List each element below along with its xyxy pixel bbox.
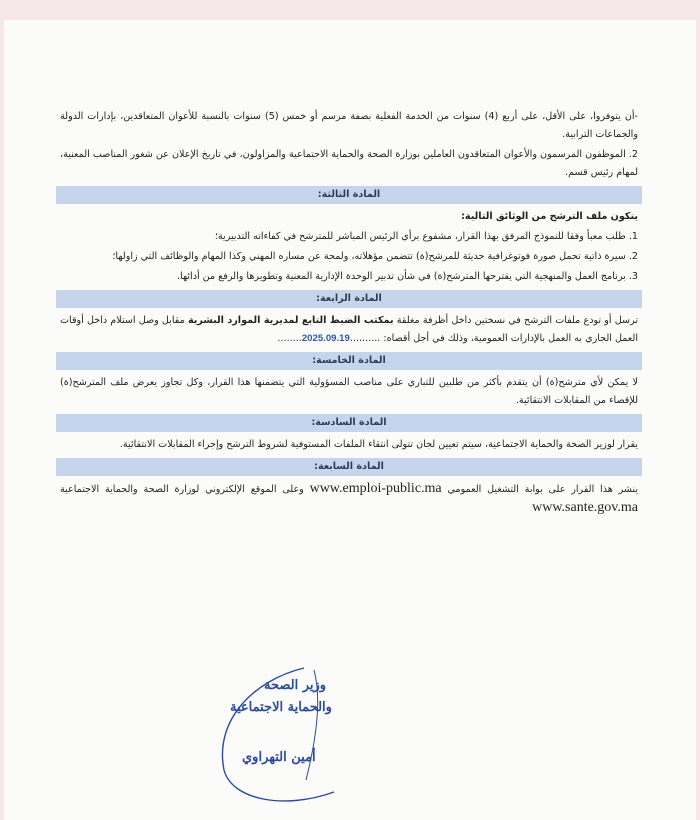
article-4-text-end: ........ — [277, 333, 302, 344]
minister-signature — [194, 660, 394, 810]
deadline-date: 2025.09.19 — [301, 333, 350, 344]
signature-title-line-2: والحماية الاجتماعية — [230, 700, 332, 715]
emploi-public-url: www.emploi-public.ma — [309, 481, 442, 496]
article-4-office: بمكتب الضبط التابع لمديرية الموارد البشرية — [187, 315, 394, 326]
document-page — [4, 20, 696, 820]
article-4-text-after: مقابل وصل استلام داخل أوقات العمل الجاري به العمل بالإدارات العمومية، وذلك في أجل أقصاه: .......... — [60, 315, 638, 344]
intro-paragraph-1: -أن يتوفروا، على الأقل، على أربع (4) سنوات من الخدمة الفعلية بصفة مرسم أو خمس (5) سنوات بالنسبة للأعوان المتعاقدين، بإدارات الدولة والجماعات الترابية. — [60, 111, 638, 140]
article-7-text-middle: وعلى الموقع الإلكتروني لوزارة الصحة والحماية الاجتماعية — [60, 484, 310, 495]
article-7-text — [60, 480, 638, 518]
article-4-heading: المادة الرابعة: — [56, 290, 642, 308]
article-4-text-before: ترسل أو تودع ملفات الترشح في نسختين داخل أظرفة مغلقة — [393, 315, 638, 326]
article-5-text: لا يمكن لأي مترشح(ة) أن يتقدم بأكثر من طلبين للتباري على مناصب المسؤولية التي يتضمنها هذا القرار، وكل تجاوز يعرض ملف المترشح(ة) للإقصاء من المقابلات الانتقائية. — [60, 377, 638, 406]
article-3-heading: المادة الثالثة: — [56, 186, 642, 204]
article-6-text: يقرار لوزير الصحة والحماية الاجتماعية، سيتم تعيين لجان تتولى انتقاء الملفات المستوفية لشروط الترشح وإجراء المقابلات الانتقائية. — [119, 439, 638, 450]
article-7-heading: المادة السابعة: — [56, 458, 642, 476]
sante-url: www.sante.gov.ma — [532, 500, 638, 515]
document-body — [60, 108, 638, 520]
article-3-item-2: 2. سيرة ذاتية تحمل صورة فوتوغرافية حديثة للمرشح(ة) تتضمن مؤهلاته، ولمحة عن مساره المهني وكذا المهام والوظائف التي زاولها؛ — [112, 251, 638, 262]
intro-paragraph-2: 2. الموظفون المرسمون والأعوان المتعاقدون العاملين بوزارة الصحة والحماية الاجتماعية والمزاولون، في تاريخ الإعلان عن شغور المناصب المعنية، لمهام رئيس قسم. — [60, 149, 638, 178]
article-6-heading: المادة السادسة: — [56, 414, 642, 432]
article-3-item-1: 1. طلب معبأ وفقا للنموذج المرفق بهذا القرار، مشفوع برأي الرئيس المباشر للمترشح في كفاءاته التدبيرية؛ — [214, 231, 638, 242]
article-3-lead: يتكون ملف الترشح من الوثائق التالية: — [461, 211, 638, 222]
article-3-item-3: 3. برنامج العمل والمنهجية التي يقترحها المترشح(ة) في شأن تدبير الوحدة الإدارية المعنية وتطويرها والرفع من أدائها. — [176, 271, 638, 282]
article-5-heading: المادة الخامسة: — [56, 352, 642, 370]
signature-title-line-1: وزير الصحة — [264, 678, 327, 693]
article-4-text — [60, 312, 638, 348]
article-7-text-before: ينشر هذا القرار على بوابة التشغيل العمومي — [441, 484, 638, 495]
signature-name: أمين التهراوي — [242, 750, 316, 765]
